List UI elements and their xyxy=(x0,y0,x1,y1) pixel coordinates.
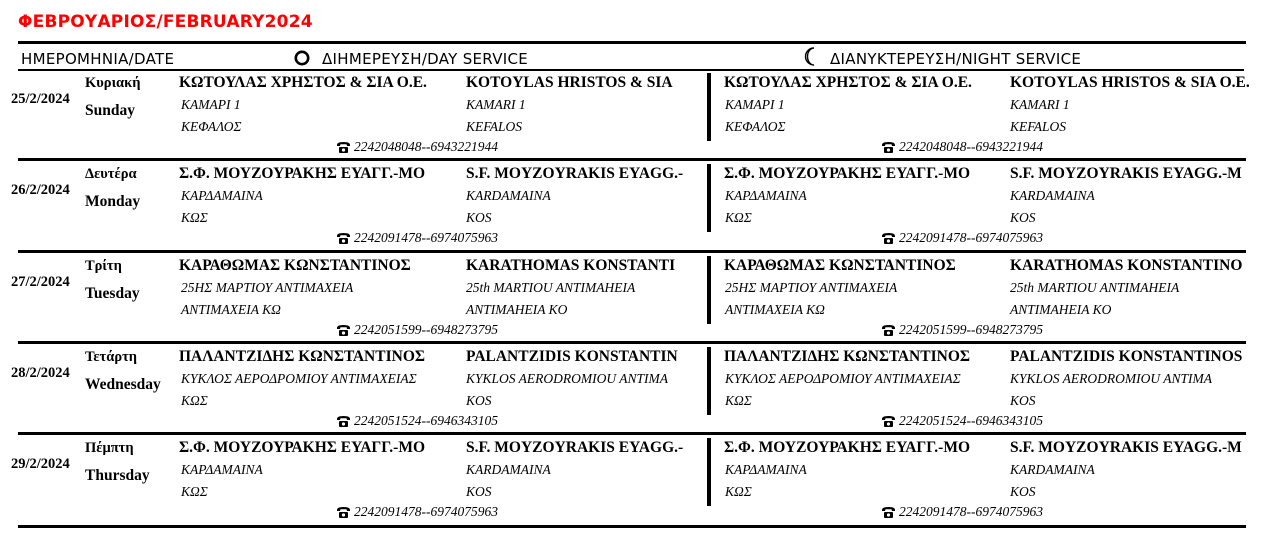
night-phone-number: 2242091478--6974075963 xyxy=(899,504,1043,519)
day-address-line1-greek: 25ΗΣ ΜΑΡΤΙΟΥ ΑΝΤΙΜΑΧΕΙΑ xyxy=(181,280,354,295)
night-address-line2-greek: ΚΩΣ xyxy=(725,393,752,408)
night-phone xyxy=(881,504,1043,520)
night-pharmacy-name-greek: ΠΑΛΑΝΤΖΙΔΗΣ ΚΩΝΣΤΑΝΤΙΝΟΣ xyxy=(724,348,971,365)
night-pharmacy-name-english: S.F. MOYZOYRAKIS EYAGG.-M xyxy=(1010,165,1242,182)
service-divider xyxy=(707,347,711,415)
day-address-line1-greek: ΚΥΚΛΟΣ ΑΕΡΟΔΡΟΜΙΟΥ ΑΝΤΙΜΑΧΕΙΑΣ xyxy=(181,371,417,386)
day-address-line1-english: KAMARI 1 xyxy=(466,97,526,112)
day-address-line2-greek: ΚΩΣ xyxy=(181,210,208,225)
day-phone-number: 2242051524--6946343105 xyxy=(354,413,498,428)
moon-icon xyxy=(802,46,820,67)
day-address-line1-greek: ΚΑΜΑΡΙ 1 xyxy=(181,97,241,112)
day-pharmacy-name-english: PALANTZIDIS KONSTANTIN xyxy=(466,348,678,365)
row-day-english: Sunday xyxy=(85,102,135,119)
service-divider xyxy=(707,438,711,506)
day-phone-number: 2242048048--6943221944 xyxy=(354,139,498,154)
night-phone xyxy=(881,230,1043,246)
row-date: 25/2/2024 xyxy=(11,91,70,107)
day-address-line1-english: KARDAMAINA xyxy=(466,188,551,203)
night-service-header: ΔΙΑΝΥΚΤΕΡΕΥΣΗ/NIGHT SERVICE xyxy=(830,50,1082,68)
row-date: 28/2/2024 xyxy=(11,365,70,381)
schedule-row xyxy=(0,162,1280,250)
night-pharmacy-name-greek: ΚΩΤΟΥΛΑΣ ΧΡΗΣΤΟΣ & ΣΙΑ Ο.Ε. xyxy=(724,74,972,91)
phone-icon xyxy=(336,415,351,428)
night-address-line2-greek: ΚΩΣ xyxy=(725,210,752,225)
night-phone-number: 2242051599--6948273795 xyxy=(899,322,1043,337)
row-separator-rule xyxy=(18,525,1246,528)
day-pharmacy-name-greek: ΠΑΛΑΝΤΖΙΔΗΣ ΚΩΝΣΤΑΝΤΙΝΟΣ xyxy=(179,348,426,365)
day-address-line1-english: KYKLOS AERODROMIOU ANTIMA xyxy=(466,371,669,386)
night-address-line2-english: KEFALOS xyxy=(1010,119,1067,134)
night-address-line2-greek: ΚΕΦΑΛΟΣ xyxy=(725,119,786,134)
day-pharmacy-name-english: S.F. MOYZOYRAKIS EYAGG.- xyxy=(466,439,684,456)
day-address-line2-greek: ΚΩΣ xyxy=(181,393,208,408)
phone-icon xyxy=(881,415,896,428)
row-date: 27/2/2024 xyxy=(11,274,70,290)
phone-icon xyxy=(336,141,351,154)
night-address-line1-greek: ΚΑΜΑΡΙ 1 xyxy=(725,97,785,112)
day-phone-number: 2242091478--6974075963 xyxy=(354,230,498,245)
row-separator-rule xyxy=(18,250,1246,253)
day-pharmacy-name-greek: ΚΑΡΑΘΩΜΑΣ ΚΩΝΣΤΑΝΤΙΝΟΣ xyxy=(179,257,411,274)
night-pharmacy-name-english: KARATHOMAS KONSTANTINO xyxy=(1010,257,1243,274)
night-address-line2-english: KOS xyxy=(1010,393,1036,408)
night-phone-number: 2242091478--6974075963 xyxy=(899,230,1043,245)
day-phone xyxy=(336,413,498,429)
day-address-line1-greek: ΚΑΡΔΑΜΑΙΝΑ xyxy=(181,462,263,477)
day-address-line2-greek: ΚΕΦΑΛΟΣ xyxy=(181,119,242,134)
day-pharmacy-name-english: KOTOYLAS HRISTOS & SIA xyxy=(466,74,673,91)
day-phone-number: 2242051599--6948273795 xyxy=(354,322,498,337)
row-day-english: Monday xyxy=(85,193,141,210)
row-day-greek: Δευτέρα xyxy=(85,166,137,182)
row-day-english: Tuesday xyxy=(85,285,140,302)
day-pharmacy-name-greek: ΚΩΤΟΥΛΑΣ ΧΡΗΣΤΟΣ & ΣΙΑ Ο.Ε. xyxy=(179,74,427,91)
night-pharmacy-name-english: S.F. MOYZOYRAKIS EYAGG.-M xyxy=(1010,439,1242,456)
row-day-greek: Τρίτη xyxy=(85,258,122,274)
day-address-line2-english: KOS xyxy=(466,393,492,408)
row-day-english: Thursday xyxy=(85,467,150,484)
night-pharmacy-name-greek: Σ.Φ. ΜΟΥΖΟΥΡΑΚΗΣ ΕΥΑΓΓ.-ΜΟ xyxy=(724,165,971,182)
night-address-line1-english: 25th MARTIOU ANTIMAHEIA xyxy=(1010,280,1180,295)
schedule-row xyxy=(0,254,1280,342)
row-day-greek: Κυριακή xyxy=(85,75,141,91)
night-phone-number: 2242048048--6943221944 xyxy=(899,139,1043,154)
month-title: ΦΕΒΡΟΥΑΡΙΟΣ/FEBRUARY2024 xyxy=(18,12,313,32)
sun-icon xyxy=(293,49,311,67)
row-separator-rule xyxy=(18,432,1246,435)
day-address-line2-english: ANTIMAHEIA KO xyxy=(466,302,568,317)
phone-icon xyxy=(881,232,896,245)
date-column-header: ΗΜΕΡΟΜΗΝΙΑ/DATE xyxy=(21,50,175,68)
day-address-line2-english: KEFALOS xyxy=(466,119,523,134)
schedule-row xyxy=(0,436,1280,524)
day-address-line1-greek: ΚΑΡΔΑΜΑΙΝΑ xyxy=(181,188,263,203)
night-address-line1-greek: ΚΑΡΔΑΜΑΙΝΑ xyxy=(725,188,807,203)
night-phone-number: 2242051524--6946343105 xyxy=(899,413,1043,428)
night-pharmacy-name-greek: Σ.Φ. ΜΟΥΖΟΥΡΑΚΗΣ ΕΥΑΓΓ.-ΜΟ xyxy=(724,439,971,456)
service-divider xyxy=(707,256,711,324)
day-phone xyxy=(336,504,498,520)
night-phone xyxy=(881,322,1043,338)
header-top-rule xyxy=(18,41,1246,44)
day-phone xyxy=(336,322,498,338)
row-date: 26/2/2024 xyxy=(11,182,70,198)
day-pharmacy-name-english: S.F. MOYZOYRAKIS EYAGG.- xyxy=(466,165,684,182)
night-pharmacy-name-english: KOTOYLAS HRISTOS & SIA O.E. xyxy=(1010,74,1250,91)
day-phone-number: 2242091478--6974075963 xyxy=(354,504,498,519)
day-pharmacy-name-greek: Σ.Φ. ΜΟΥΖΟΥΡΑΚΗΣ ΕΥΑΓΓ.-ΜΟ xyxy=(179,439,426,456)
phone-icon xyxy=(881,324,896,337)
schedule-row xyxy=(0,345,1280,433)
row-separator-rule xyxy=(18,341,1246,344)
service-divider xyxy=(707,73,711,141)
phone-icon xyxy=(881,141,896,154)
night-address-line1-greek: ΚΥΚΛΟΣ ΑΕΡΟΔΡΟΜΙΟΥ ΑΝΤΙΜΑΧΕΙΑΣ xyxy=(725,371,961,386)
day-address-line2-greek: ΚΩΣ xyxy=(181,484,208,499)
night-pharmacy-name-english: PALANTZIDIS KONSTANTINOS xyxy=(1010,348,1243,365)
day-service-header: ΔΙΗΜΕΡΕΥΣΗ/DAY SERVICE xyxy=(322,50,529,68)
day-address-line2-greek: ΑΝΤΙΜΑΧΕΙΑ ΚΩ xyxy=(181,302,281,317)
night-address-line2-greek: ΚΩΣ xyxy=(725,484,752,499)
night-pharmacy-name-greek: ΚΑΡΑΘΩΜΑΣ ΚΩΝΣΤΑΝΤΙΝΟΣ xyxy=(724,257,956,274)
night-phone xyxy=(881,413,1043,429)
phone-icon xyxy=(881,506,896,519)
row-separator-rule xyxy=(18,158,1246,161)
day-phone xyxy=(336,230,498,246)
night-address-line1-english: KAMARI 1 xyxy=(1010,97,1070,112)
day-phone xyxy=(336,139,498,155)
table-header xyxy=(0,46,1280,70)
row-day-greek: Τετάρτη xyxy=(85,349,138,365)
night-address-line1-greek: 25ΗΣ ΜΑΡΤΙΟΥ ΑΝΤΙΜΑΧΕΙΑ xyxy=(725,280,898,295)
night-phone xyxy=(881,139,1043,155)
phone-icon xyxy=(336,232,351,245)
night-address-line1-english: KARDAMAINA xyxy=(1010,462,1095,477)
day-address-line1-english: 25th MARTIOU ANTIMAHEIA xyxy=(466,280,636,295)
night-address-line2-greek: ΑΝΤΙΜΑΧΕΙΑ ΚΩ xyxy=(725,302,825,317)
phone-icon xyxy=(336,506,351,519)
phone-icon xyxy=(336,324,351,337)
night-address-line1-greek: ΚΑΡΔΑΜΑΙΝΑ xyxy=(725,462,807,477)
schedule-row xyxy=(0,71,1280,159)
night-address-line2-english: KOS xyxy=(1010,210,1036,225)
night-address-line2-english: KOS xyxy=(1010,484,1036,499)
day-address-line1-english: KARDAMAINA xyxy=(466,462,551,477)
night-address-line1-english: KARDAMAINA xyxy=(1010,188,1095,203)
day-address-line2-english: KOS xyxy=(466,210,492,225)
night-address-line2-english: ANTIMAHEIA KO xyxy=(1010,302,1112,317)
night-address-line1-english: KYKLOS AERODROMIOU ANTIMA xyxy=(1010,371,1213,386)
day-pharmacy-name-greek: Σ.Φ. ΜΟΥΖΟΥΡΑΚΗΣ ΕΥΑΓΓ.-ΜΟ xyxy=(179,165,426,182)
row-day-greek: Πέμπτη xyxy=(85,440,134,456)
row-day-english: Wednesday xyxy=(85,376,161,393)
row-date: 29/2/2024 xyxy=(11,456,70,472)
day-pharmacy-name-english: KARATHOMAS KONSTANTI xyxy=(466,257,676,274)
service-divider xyxy=(707,164,711,232)
day-address-line2-english: KOS xyxy=(466,484,492,499)
